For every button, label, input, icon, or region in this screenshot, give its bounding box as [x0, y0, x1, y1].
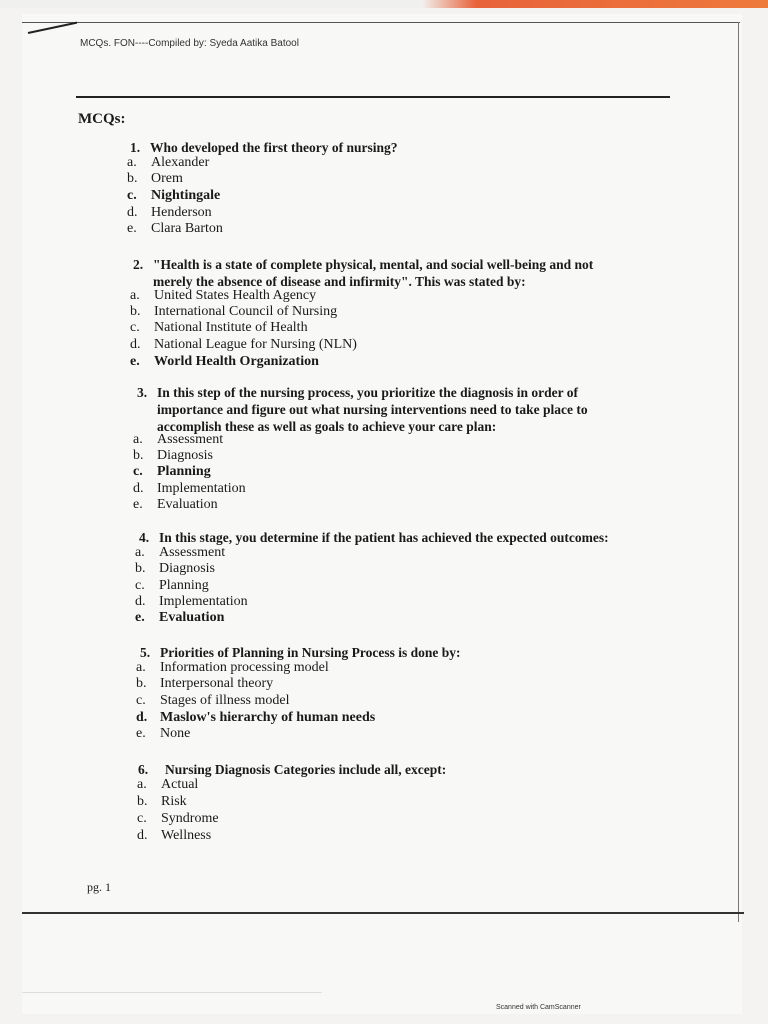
header-rule: [76, 96, 670, 98]
question-text: Priorities of Planning in Nursing Process is done by:: [160, 645, 461, 660]
page-number: pg. 1: [87, 880, 111, 894]
top-color-strip: [0, 0, 768, 8]
question-text-line: "Health is a state of complete physical, mental, and social well-being and not: [153, 257, 594, 272]
question-text-line: importance and figure out what nursing interventions need to take place to: [157, 402, 588, 417]
question-6: [138, 761, 447, 778]
question-3: [137, 384, 669, 435]
question-text-line: merely the absence of disease and infirmity". This was stated by:: [153, 274, 526, 289]
footer-faint-line: [22, 992, 322, 993]
page-border-right: [738, 22, 739, 922]
question-text: Nursing Diagnosis Categories include all, except:: [165, 762, 447, 777]
question-number: 6.: [138, 762, 149, 777]
section-title: MCQs:: [78, 111, 126, 127]
question-5: [140, 644, 461, 661]
question-number: 4.: [139, 530, 150, 545]
page-border-top: [22, 22, 740, 23]
question-2: [133, 256, 673, 290]
question-number: 3.: [137, 385, 148, 400]
question-number: 5.: [140, 645, 151, 660]
question-text: Who developed the first theory of nursing?: [150, 140, 398, 155]
scanner-watermark: Scanned with CamScanner: [496, 1004, 581, 1011]
question-text-line: In this step of the nursing process, you prioritize the diagnosis in order of: [157, 385, 579, 400]
question-text: In this stage, you determine if the patient has achieved the expected outcomes:: [159, 530, 609, 545]
footer-rule: [22, 912, 744, 914]
question-number: 1.: [130, 140, 141, 155]
question-1: [130, 139, 398, 156]
document-header: MCQs. FON----Compiled by: Syeda Aatika Batool: [80, 38, 299, 49]
question-text-line: accomplish these as well as goals to achieve your care plan:: [157, 419, 497, 434]
question-number: 2.: [133, 257, 144, 272]
question-4: [139, 529, 609, 546]
